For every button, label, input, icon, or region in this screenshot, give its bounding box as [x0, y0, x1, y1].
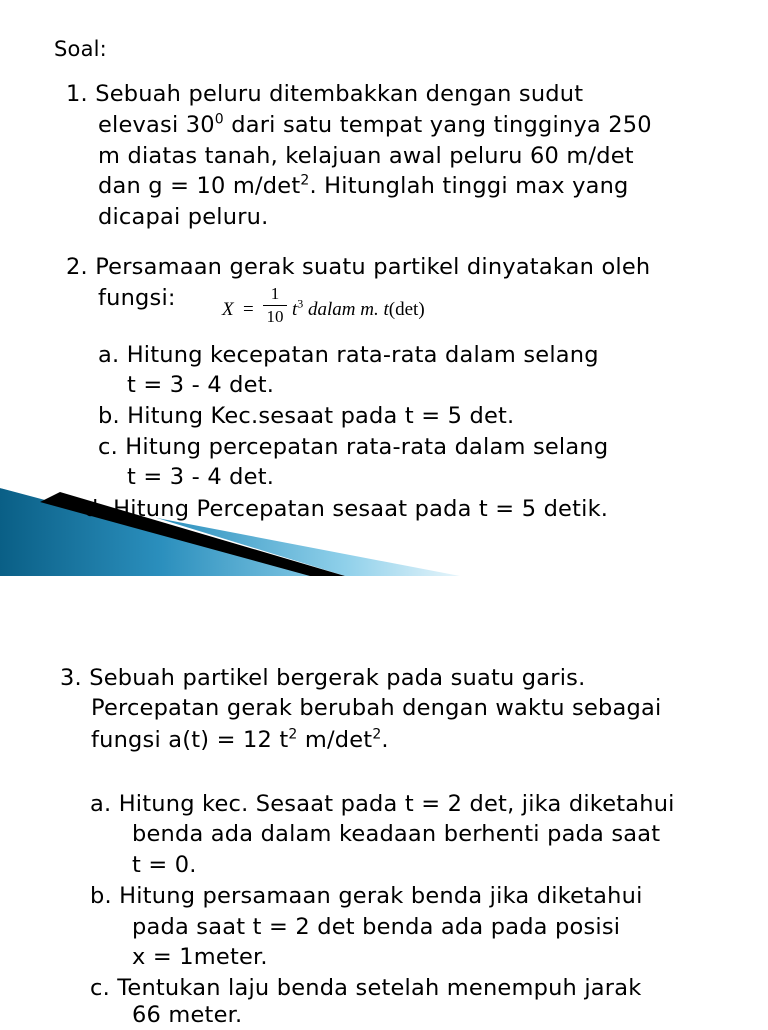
q2-item-c-line-2: t = 3 - 4 det. [127, 464, 275, 490]
q2-item-a-line-1: a. Hitung kecepatan rata-rata dalam selang [98, 342, 599, 368]
q2-item-b: b. Hitung Kec.sesaat pada t = 5 det. [98, 403, 515, 429]
q3-item-b-line-1: b. Hitung persamaan gerak benda jika diketahui [90, 883, 643, 909]
q3-line-1: 3. Sebuah partikel bergerak pada suatu garis. [60, 665, 586, 691]
q3-item-b-line-3: x = 1meter. [132, 944, 268, 970]
q2-line-2: fungsi: [98, 285, 176, 311]
q1-line-2: elevasi $30^0$ dari satu tempat yang tingginya 250 [98, 111, 652, 138]
q1-line-1: 1. Sebuah peluru ditembakkan dengan sudut [66, 81, 584, 107]
q1-line-5: dicapai peluru. [98, 204, 269, 230]
q2-line-1: 2. Persamaan gerak suatu partikel dinyatakan oleh [66, 254, 651, 280]
q3-line-2: Percepatan gerak berubah dengan waktu sebagai [91, 695, 662, 721]
q2-item-a-line-2: t = 3 - 4 det. [127, 372, 275, 398]
page-heading: Soal: [54, 37, 107, 61]
q2-item-d: d. Hitung Percepatan sesaat pada t = 5 detik. [84, 496, 609, 522]
q3-item-a-line-3: t = 0. [132, 852, 197, 878]
q1-line-4: dan g = 10 $m/\det^2$. Hitunglah tinggi max yang [98, 172, 629, 199]
q1-line-3: m diatas tanah, kelajuan awal peluru 60 m/det [98, 143, 634, 169]
q2-item-c-line-1: c. Hitung percepatan rata-rata dalam selang [98, 434, 609, 460]
fraction: 1 10 [262, 283, 288, 328]
q3-item-c-line-2: 66 meter. [132, 1002, 243, 1028]
q3-item-c-line-1: c. Tentukan laju benda setelah menempuh jarak [90, 975, 642, 1001]
q3-line-3: fungsi a(t) = 12 $t^2$ $m/\det^2$. [91, 726, 389, 753]
q3-item-a-line-2: benda ada dalam keadaan berhenti pada saat [132, 821, 661, 847]
q3-item-a-line-1: a. Hitung kec. Sesaat pada t = 2 det, jika diketahui [90, 791, 675, 817]
q3-item-b-line-2: pada saat t = 2 det benda ada pada posisi [132, 914, 621, 940]
